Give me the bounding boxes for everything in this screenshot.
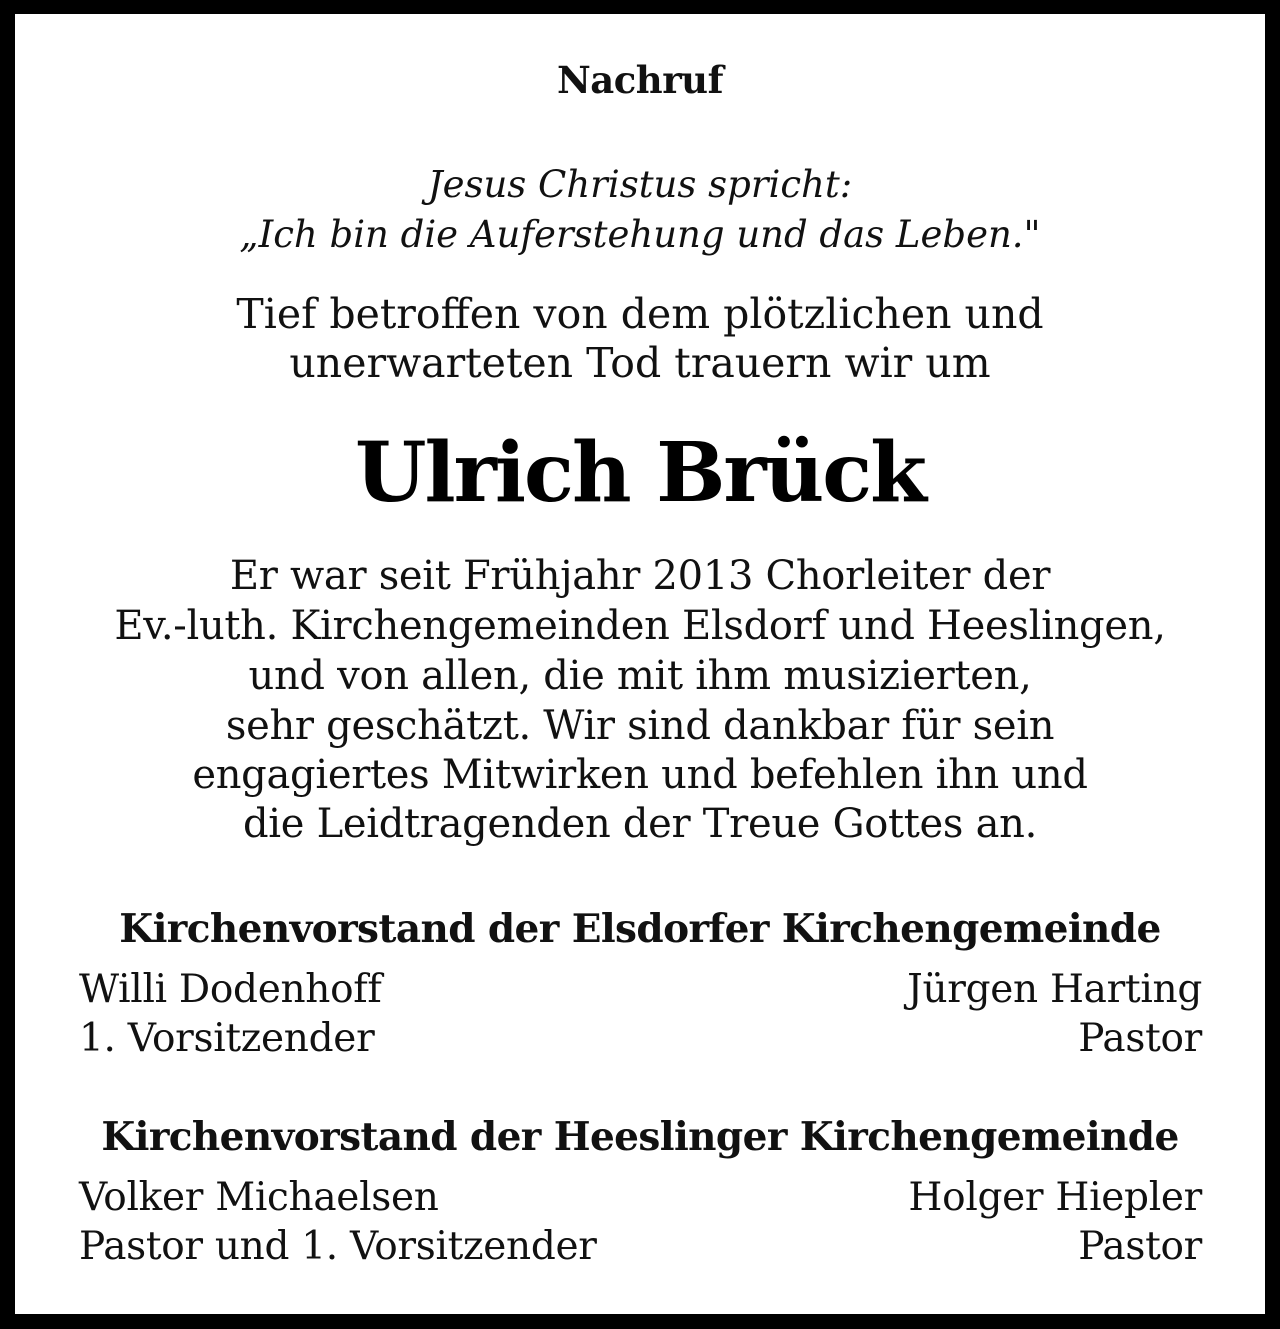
signatory-role: Pastor	[1078, 1016, 1202, 1061]
notice-heading: Nachruf	[556, 58, 724, 102]
signatory-role: Pastor	[1078, 1224, 1202, 1269]
tribute-line: sehr geschätzt. Wir sind dankbar für sein	[225, 703, 1055, 749]
bible-verse-intro: Jesus Christus spricht:	[427, 163, 853, 206]
tribute-line: Er war seit Frühjahr 2013 Chorleiter der	[229, 553, 1051, 599]
mourning-intro-line: unerwarteten Tod trauern wir um	[289, 339, 991, 387]
deceased-name: Ulrich Brück	[355, 425, 925, 521]
signatory-role: Pastor und 1. Vorsitzender	[79, 1224, 597, 1269]
tribute-line: die Leidtragenden der Treue Gottes an.	[242, 801, 1037, 847]
signatory-name: Jürgen Harting	[907, 967, 1202, 1012]
signatory-name: Volker Michaelsen	[79, 1175, 439, 1220]
signatory-role: 1. Vorsitzender	[79, 1016, 375, 1061]
elsdorf-council-title: Kirchenvorstand der Elsdorfer Kirchengemeinde	[119, 906, 1161, 952]
tribute-line: engagiertes Mitwirken und befehlen ihn und	[192, 752, 1088, 798]
heeslingen-council-title: Kirchenvorstand der Heeslinger Kirchengemeinde	[101, 1114, 1179, 1160]
bible-verse-quote: „Ich bin die Auferstehung und das Leben."	[239, 213, 1041, 256]
mourning-intro-line: Tief betroffen von dem plötzlichen und	[236, 290, 1044, 338]
tribute-line: Ev.-luth. Kirchengemeinden Elsdorf und Heeslingen,	[114, 603, 1166, 649]
signatory-name: Willi Dodenhoff	[79, 967, 382, 1012]
signatory-name: Holger Hiepler	[908, 1175, 1202, 1220]
tribute-line: und von allen, die mit ihm musizierten,	[248, 653, 1032, 699]
